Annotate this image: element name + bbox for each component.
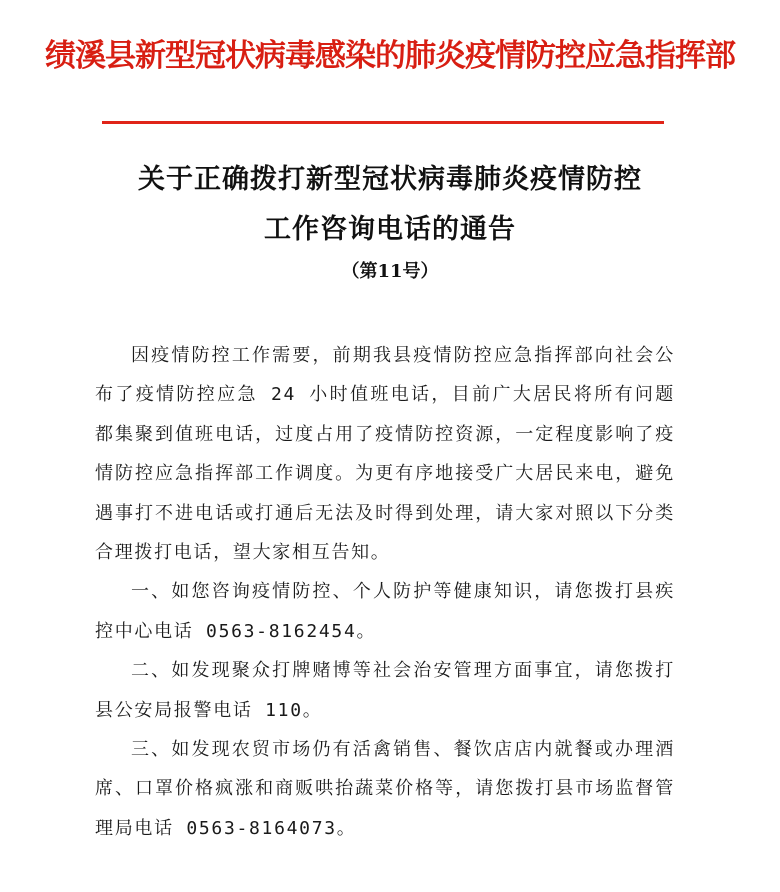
intro-paragraph: 因疫情防控工作需要，前期我县疫情防控应急指挥部向社会公布了疫情防控应急 24 小时值班电话，目前广大居民将所有问题都集聚到值班电话，过度占用了疫情防控资源，一定程度影响了疫情防控应急指挥部工作调度。为更有序地接受广大居民来电，避免遇事打不进电话或打通后无法及时得到处理，请大家对照以下分类合理拨打电话，望大家相互告知。 bbox=[95, 345, 675, 564]
item-3-paragraph: 三、如发现农贸市场仍有活禽销售、餐饮店店内就餐或办理酒席、口罩价格疯涨和商贩哄抬蔬菜价格等，请您拨打县市场监督管理局电话 0563-8164073。 bbox=[95, 739, 675, 839]
notice-title-line-2: 工作咨询电话的通告 bbox=[264, 214, 516, 245]
notice-number: （第11号） bbox=[341, 261, 439, 282]
issuing-authority-header: 绩溪县新型冠状病毒感染的肺炎疫情防控应急指挥部 bbox=[45, 38, 735, 74]
item-2-paragraph: 二、如发现聚众打牌赌博等社会治安管理方面事宜，请您拨打县公安局报警电话 110。 bbox=[95, 660, 675, 721]
notice-title-line-1: 关于正确拨打新型冠状病毒肺炎疫情防控 bbox=[138, 164, 642, 195]
red-divider-line bbox=[102, 121, 664, 124]
notice-body bbox=[95, 336, 675, 848]
item-1-paragraph: 一、如您咨询疫情防控、个人防护等健康知识，请您拨打县疾控中心电话 0563-8162454。 bbox=[95, 581, 675, 642]
